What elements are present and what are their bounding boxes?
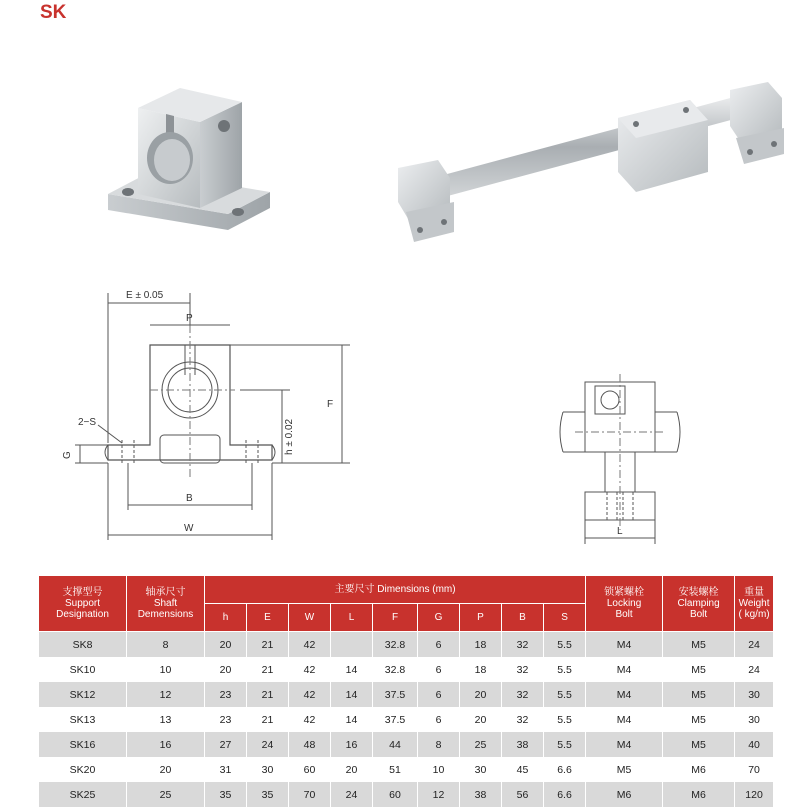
table-cell: 32	[502, 707, 544, 732]
table-cell: 5.5	[544, 682, 586, 707]
table-cell: 25	[127, 782, 205, 807]
table-cell: M6	[663, 757, 735, 782]
table-cell: 45	[502, 757, 544, 782]
table-cell: 35	[247, 782, 289, 807]
table-cell: 14	[331, 682, 373, 707]
header-dim-b: B	[502, 604, 544, 632]
table-cell: 14	[331, 657, 373, 682]
table-cell: 42	[289, 632, 331, 658]
table-cell: 24	[735, 632, 774, 658]
table-cell: 16	[127, 732, 205, 757]
table-cell: 12	[418, 782, 460, 807]
table-cell: 6.6	[544, 782, 586, 807]
table-cell: 18	[460, 657, 502, 682]
front-view-drawing	[50, 285, 370, 545]
header-dim-p: P	[460, 604, 502, 632]
table-cell: 8	[418, 732, 460, 757]
table-cell: 10	[418, 757, 460, 782]
table-row	[39, 632, 774, 658]
table-cell: M5	[663, 632, 735, 658]
table-cell: M4	[586, 682, 663, 707]
table-cell: 24	[247, 732, 289, 757]
table-cell: 24	[735, 657, 774, 682]
table-cell: 44	[373, 732, 418, 757]
table-cell: 120	[735, 782, 774, 807]
table-cell: 70	[735, 757, 774, 782]
table-cell: 32.8	[373, 657, 418, 682]
table-cell: 60	[373, 782, 418, 807]
table-cell: M4	[586, 707, 663, 732]
header-dim-l: L	[331, 604, 373, 632]
table-cell: SK20	[39, 757, 127, 782]
table-cell: 16	[331, 732, 373, 757]
table-cell: 25	[460, 732, 502, 757]
page-title: SK	[40, 2, 67, 23]
table-cell: 38	[502, 732, 544, 757]
table-cell: 32	[502, 657, 544, 682]
shaft-assembly-photo	[390, 82, 790, 252]
table-cell: 32	[502, 682, 544, 707]
table-cell: 13	[127, 707, 205, 732]
table-row	[39, 707, 774, 732]
header-locking-bolt: 锁紧螺栓 Locking Bolt	[586, 576, 663, 632]
header-dim-w: W	[289, 604, 331, 632]
table-cell: 70	[289, 782, 331, 807]
dim-f-label: F	[327, 399, 334, 410]
table-cell: 6	[418, 657, 460, 682]
header-weight: 重量 Weight ( kg/m)	[735, 576, 774, 632]
table-cell: 21	[247, 707, 289, 732]
table-cell: 23	[205, 707, 247, 732]
table-cell: SK8	[39, 632, 127, 658]
table-cell: 30	[735, 682, 774, 707]
table-cell: SK25	[39, 782, 127, 807]
table-cell: M6	[663, 782, 735, 807]
header-dim-e: E	[247, 604, 289, 632]
dim-g-label: G	[62, 451, 73, 459]
dim-s-label: 2−S	[78, 417, 97, 428]
table-cell: 20	[331, 757, 373, 782]
table-cell: 37.5	[373, 707, 418, 732]
table-cell: 32	[502, 632, 544, 658]
dim-b-label: B	[186, 493, 193, 504]
table-cell: 37.5	[373, 682, 418, 707]
table-cell: 20	[205, 632, 247, 658]
header-dimensions: 主要尺寸 Dimensions (mm)	[205, 576, 586, 604]
table-cell: M5	[663, 682, 735, 707]
table-row	[39, 757, 774, 782]
table-cell: SK12	[39, 682, 127, 707]
table-cell: M4	[586, 732, 663, 757]
table-cell: 6	[418, 632, 460, 658]
table-cell: 21	[247, 632, 289, 658]
table-cell: 20	[205, 657, 247, 682]
table-cell: 60	[289, 757, 331, 782]
table-cell: SK10	[39, 657, 127, 682]
header-dim-s: S	[544, 604, 586, 632]
table-cell: 18	[460, 632, 502, 658]
table-cell: 27	[205, 732, 247, 757]
table-cell: 21	[247, 657, 289, 682]
header-clamping-bolt: 安装螺栓 Clamping Bolt	[663, 576, 735, 632]
table-cell: 30	[460, 757, 502, 782]
table-cell: 31	[205, 757, 247, 782]
table-cell: M6	[586, 782, 663, 807]
table-cell: 5.5	[544, 707, 586, 732]
dim-l-label: L	[617, 526, 623, 537]
table-cell: 40	[735, 732, 774, 757]
table-cell: SK13	[39, 707, 127, 732]
table-cell: 20	[460, 682, 502, 707]
table-cell: M5	[663, 657, 735, 682]
header-dim-f: F	[373, 604, 418, 632]
table-row	[39, 732, 774, 757]
dim-w-label: W	[184, 523, 194, 534]
table-cell: 24	[331, 782, 373, 807]
table-cell: 48	[289, 732, 331, 757]
sk-block-photo	[100, 80, 290, 240]
table-cell: 6	[418, 682, 460, 707]
header-dim-h: h	[205, 604, 247, 632]
table-cell: 6	[418, 707, 460, 732]
table-cell: 38	[460, 782, 502, 807]
table-cell: 20	[127, 757, 205, 782]
table-row	[39, 782, 774, 807]
table-cell: 5.5	[544, 632, 586, 658]
table-cell: 42	[289, 657, 331, 682]
table-cell: M4	[586, 657, 663, 682]
table-cell: 32.8	[373, 632, 418, 658]
table-cell: 35	[205, 782, 247, 807]
dim-e-label: E ± 0.05	[126, 290, 164, 301]
table-cell: M5	[586, 757, 663, 782]
table-cell: 56	[502, 782, 544, 807]
table-row	[39, 682, 774, 707]
table-row	[39, 657, 774, 682]
table-cell: 10	[127, 657, 205, 682]
table-cell: 5.5	[544, 732, 586, 757]
table-cell: 6.6	[544, 757, 586, 782]
header-dim-g: G	[418, 604, 460, 632]
table-cell: 30	[735, 707, 774, 732]
side-view-drawing	[555, 372, 685, 547]
header-designation: 支撑型号 Support Designation	[39, 576, 127, 632]
table-cell: 51	[373, 757, 418, 782]
dim-p-label: P	[186, 313, 193, 324]
table-cell: M4	[586, 632, 663, 658]
table-cell: 30	[247, 757, 289, 782]
table-cell: 12	[127, 682, 205, 707]
table-cell: 23	[205, 682, 247, 707]
dim-h-label: h ± 0.02	[284, 418, 295, 455]
table-cell: 42	[289, 682, 331, 707]
table-cell	[331, 632, 373, 658]
table-cell: M5	[663, 732, 735, 757]
table-cell: 14	[331, 707, 373, 732]
table-cell: 21	[247, 682, 289, 707]
table-cell: 42	[289, 707, 331, 732]
table-cell: SK16	[39, 732, 127, 757]
header-shaft: 轴承尺寸 Shaft Demensions	[127, 576, 205, 632]
table-cell: 5.5	[544, 657, 586, 682]
table-cell: M5	[663, 707, 735, 732]
table-cell: 20	[460, 707, 502, 732]
spec-table	[38, 575, 774, 807]
table-cell: 8	[127, 632, 205, 658]
